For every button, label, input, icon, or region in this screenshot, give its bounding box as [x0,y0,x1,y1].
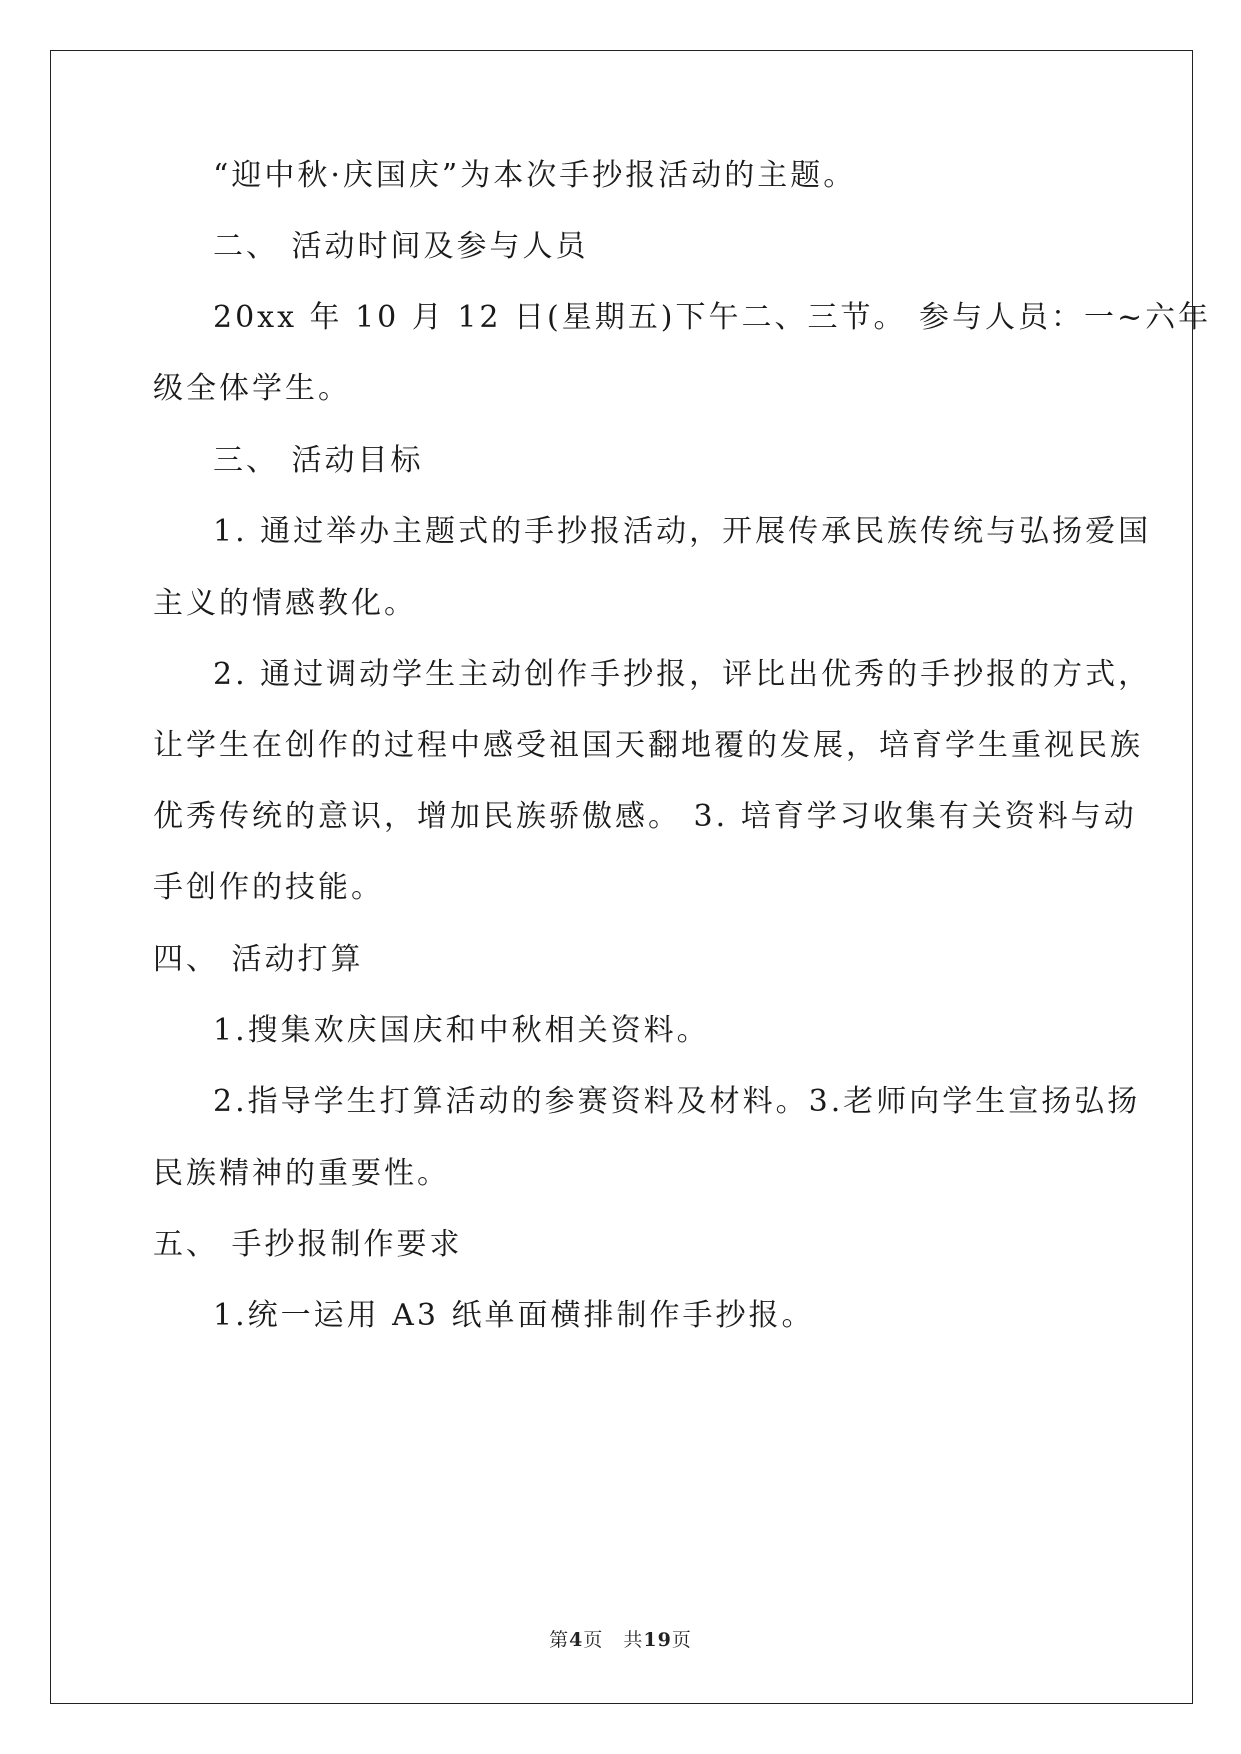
paragraph-line: 1. 通过举办主题式的手抄报活动，开展传承民族传统与弘扬爱国 [213,514,1152,549]
page-number-footer [0,1628,1241,1652]
footer-prefix: 第 [549,1629,570,1651]
section-heading-3: 三、 活动目标 [213,443,424,478]
paragraph-line: 优秀传统的意识，增加民族骄傲感。 3. 培育学习收集有关资料与动 [153,799,1137,834]
theme-sentence: “迎中秋·庆国庆”为本次手抄报活动的主题。 [213,158,857,193]
section-heading-5: 五、 手抄报制作要求 [153,1227,463,1262]
paragraph-line: 民族精神的重要性。 [153,1156,450,1191]
footer-middle: 页 共 [583,1629,644,1651]
paragraph-line: 2.指导学生打算活动的参赛资料及材料。3.老师向学生宣扬弘扬 [213,1084,1141,1119]
paragraph-line: 2. 通过调动学生主动创作手抄报，评比出优秀的手抄报的方式， [213,657,1152,692]
paragraph-line: 主义的情感教化。 [153,586,417,621]
section-heading-2: 二、 活动时间及参与人员 [213,229,589,264]
current-page-number: 4 [569,1629,584,1651]
paragraph-line: 1.统一运用 A3 纸单面横排制作手抄报。 [213,1298,815,1333]
total-pages-number: 19 [643,1629,672,1651]
paragraph-line: 1.搜集欢庆国庆和中秋相关资料。 [213,1013,710,1048]
paragraph-line: 20xx 年 10 月 12 日(星期五)下午二、三节。 参与人员：一~六年 [213,300,1212,335]
footer-suffix: 页 [671,1629,692,1651]
paragraph-line: 手创作的技能。 [153,870,384,905]
section-heading-4: 四、 活动打算 [153,942,364,977]
paragraph-line: 级全体学生。 [153,371,351,406]
paragraph-line: 让学生在创作的过程中感受祖国天翻地覆的发展，培育学生重视民族 [153,728,1143,763]
